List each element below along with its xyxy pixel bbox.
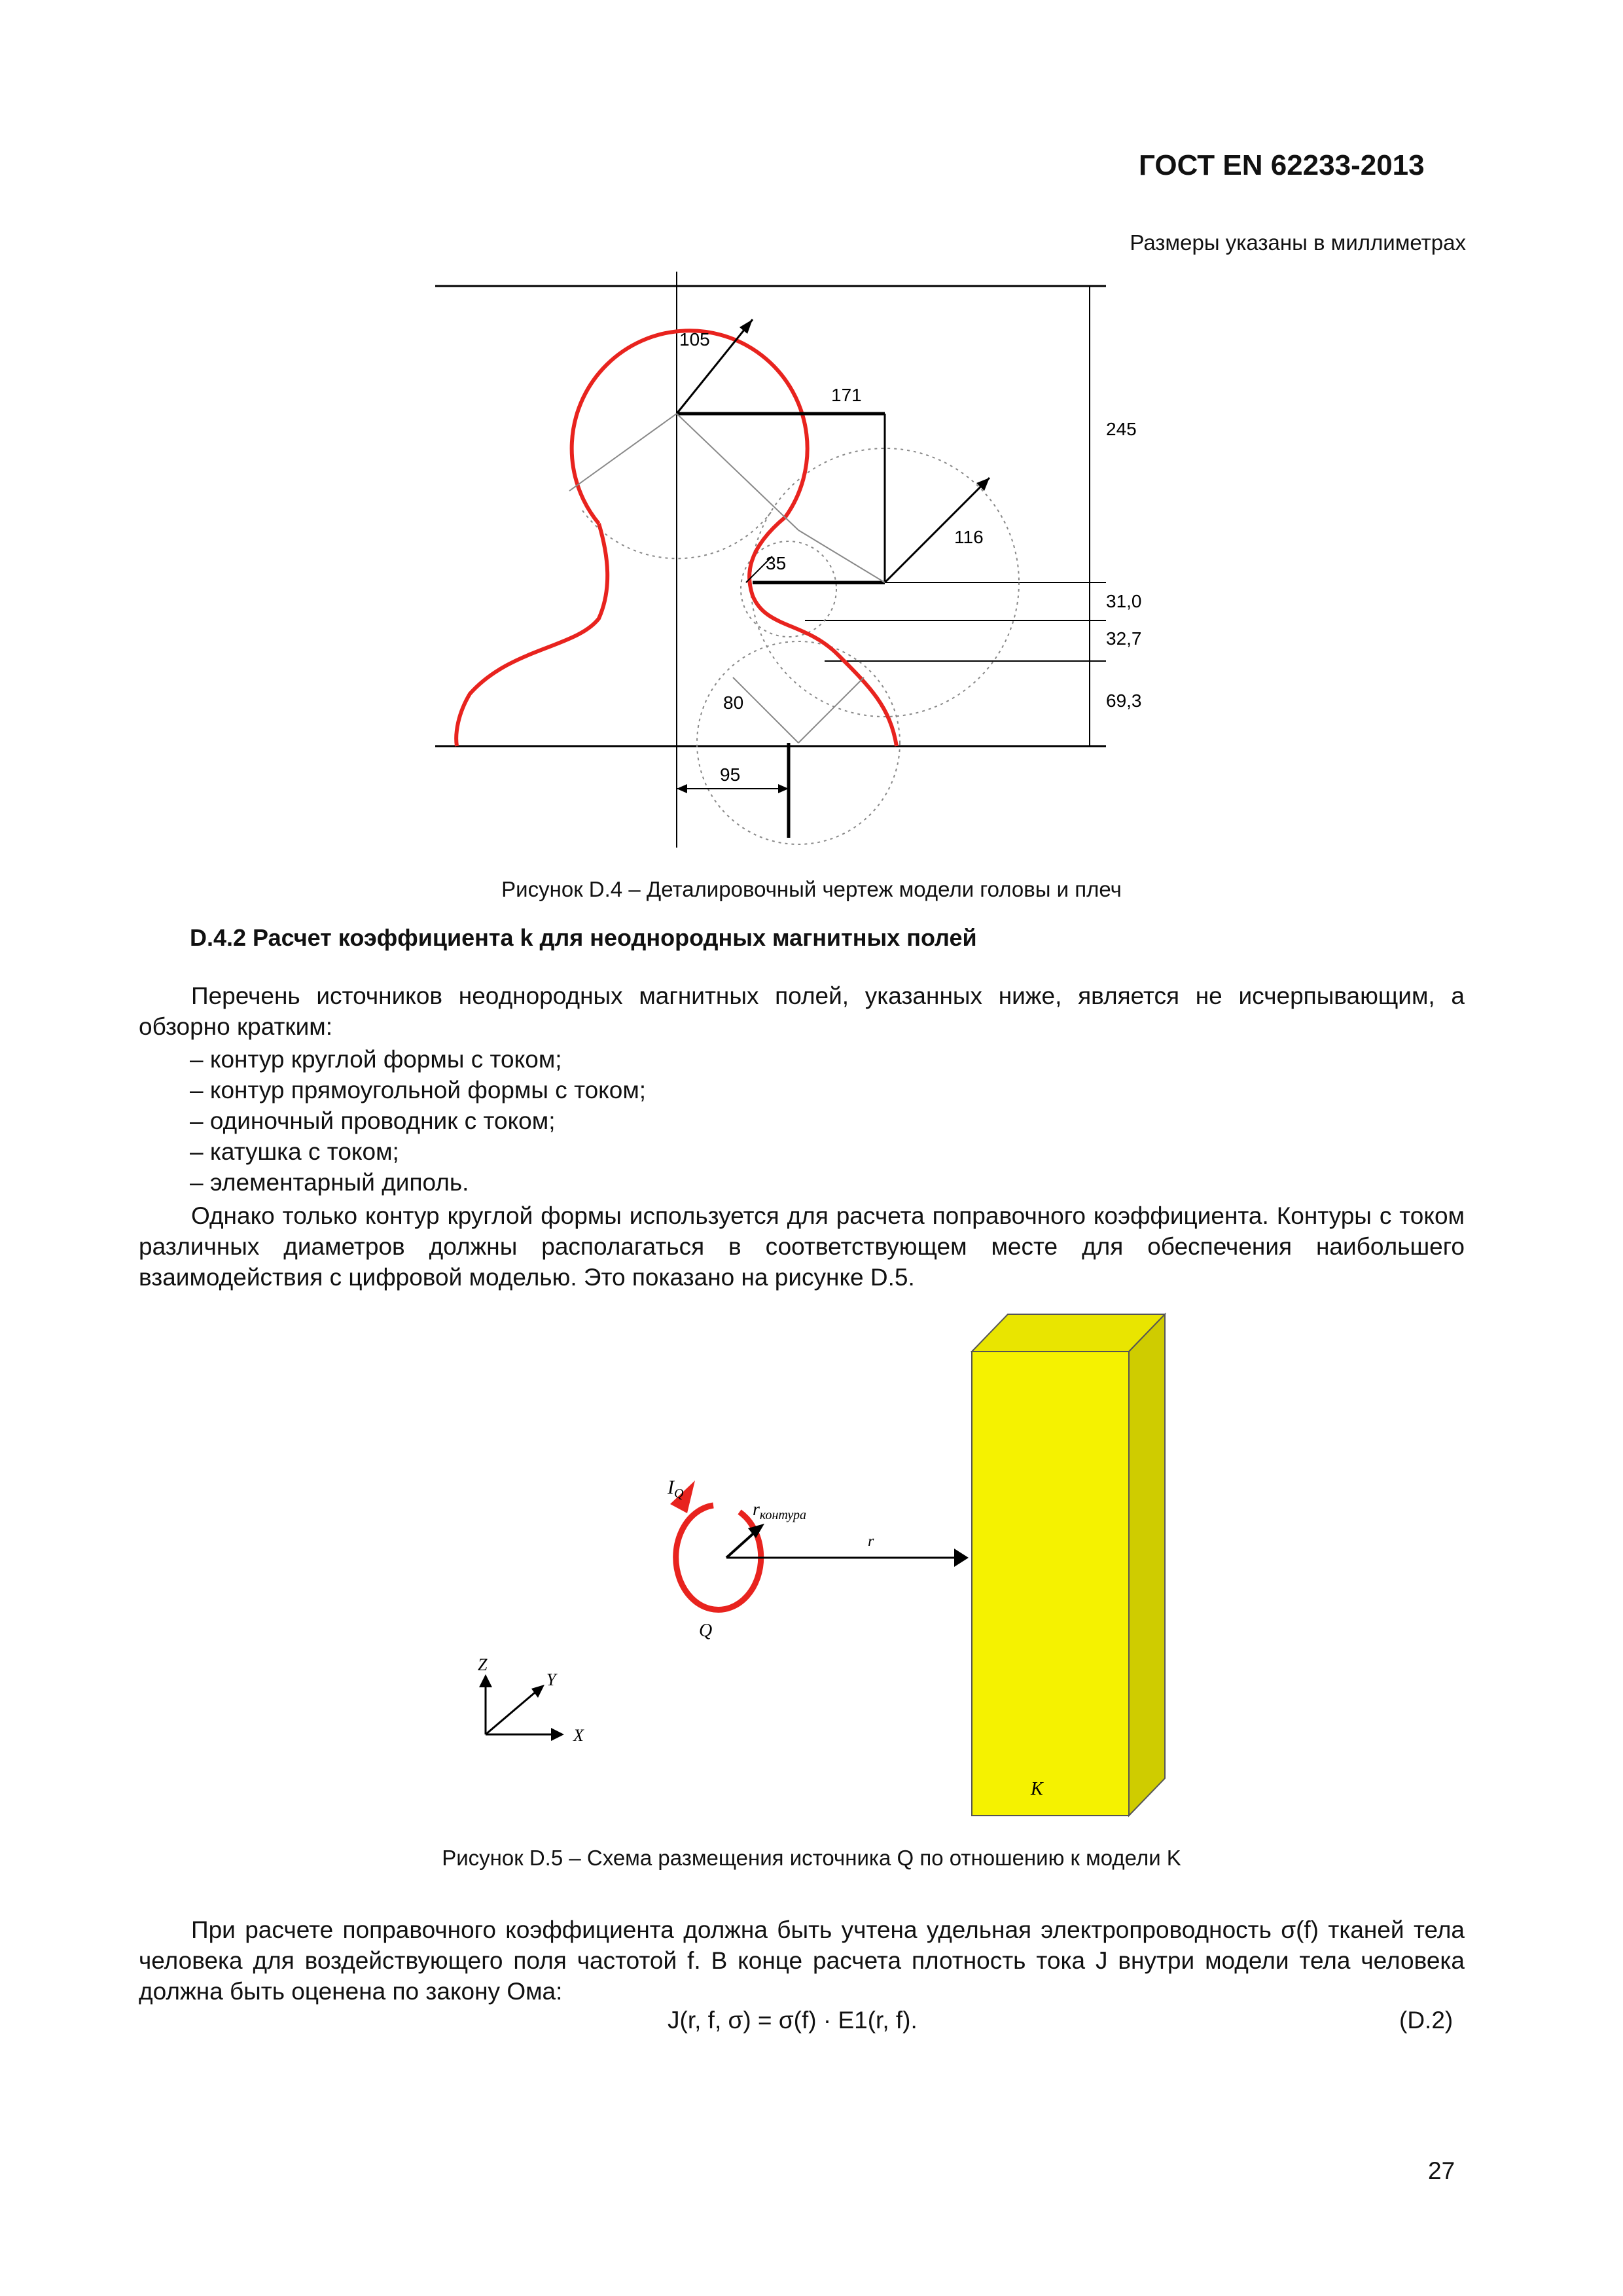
figure-d5-caption: Рисунок D.5 – Схема размещения источника Q по отношению к модели K — [442, 1846, 1181, 1870]
paragraph-2-text: Однако только контур круглой формы используется для расчета поправочного коэффициента. Контуры с током различных диаметров должны располагаться в соответствующем месте для обеспечения наибольшего взаимодействия с цифровой моделью. Это показано на рисунке D.5. — [139, 1202, 1465, 1291]
label-105: 105 — [679, 329, 710, 350]
intro-paragraph — [139, 980, 1465, 1042]
paragraph-3 — [139, 1914, 1465, 2007]
label-32-7: 32,7 — [1106, 628, 1142, 649]
formula-number: (D.2) — [1399, 2007, 1454, 2034]
label-r-kontura: $r_{контура}$ — [753, 1499, 806, 1522]
paragraph-3-text: При расчете поправочного коэффициента должна быть учтена удельная электропроводность σ(f) тканей тела человека для воздействующего поля частотой f. В конце расчета плотность тока J внутри модели тела человека должна быть оценена по закону Ома: — [139, 1916, 1465, 2005]
section-title: D.4.2 Расчет коэффициента k для неоднородных магнитных полей — [190, 924, 977, 951]
label-116: 116 — [954, 527, 984, 547]
intro-text: Перечень источников неоднородных магнитных полей, указанных ниже, является не исчерпывающим, а обзорно кратким: — [139, 982, 1465, 1040]
label-245: 245 — [1106, 419, 1137, 439]
label-80: 80 — [723, 692, 744, 713]
axis-x-label: X — [573, 1726, 584, 1745]
list-item: – контур круглой формы с током; — [190, 1046, 562, 1073]
figure-d4-caption: Рисунок D.4 – Деталировочный чертеж модели головы и плеч — [501, 877, 1122, 901]
paragraph-2 — [139, 1200, 1465, 1293]
label-31: 31,0 — [1106, 591, 1142, 611]
label-35: 35 — [766, 553, 787, 573]
list-item: – катушка с током; — [190, 1138, 399, 1165]
label-95: 95 — [720, 764, 741, 785]
document-header: ГОСТ EN 62233-2013 — [1139, 149, 1425, 181]
label-iq: $I_Q$ — [668, 1477, 684, 1501]
label-r: r — [868, 1533, 874, 1550]
label-171: 171 — [831, 385, 862, 405]
axis-z-label: Z — [478, 1655, 488, 1674]
label-q: Q — [699, 1621, 713, 1641]
units-note: Размеры указаны в миллиметрах — [1130, 230, 1466, 255]
label-69-3: 69,3 — [1106, 691, 1142, 711]
figure-d4-drawing — [425, 268, 1142, 857]
axis-y-label: Y — [546, 1670, 556, 1689]
list-item: – одиночный проводник с током; — [190, 1107, 556, 1134]
label-k: K — [1031, 1779, 1043, 1799]
page-number: 27 — [1428, 2157, 1455, 2184]
list-item: – контур прямоугольной формы с током; — [190, 1077, 647, 1103]
list-item: – элементарный диполь. — [190, 1169, 469, 1196]
figure-d5-drawing — [458, 1302, 1211, 1826]
formula-d2: J(r, f, σ) = σ(f) · E1(r, f). — [668, 2007, 918, 2034]
